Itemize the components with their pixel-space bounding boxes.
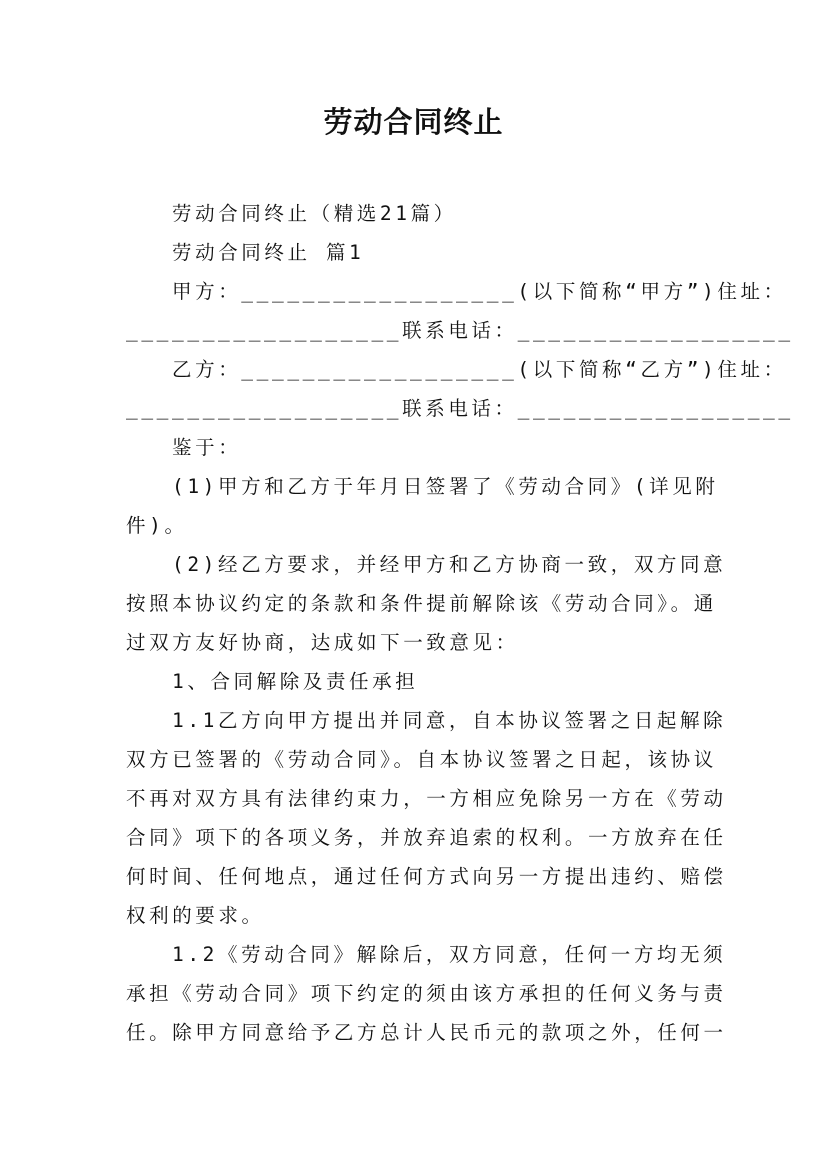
paragraph-line: 按照本协议约定的条款和条件提前解除该《劳动合同》。通 (126, 592, 717, 615)
clause-heading: 1、合同解除及责任承担 (172, 670, 419, 693)
document-title: 劳动合同终止 (323, 105, 504, 139)
party-b-contact-line: __________________联系电话：__________________ (126, 397, 794, 420)
paragraph-line: 件)。 (126, 514, 188, 537)
paragraph-line: 合同》项下的各项义务，并放弃追索的权利。一方放弃在任 (126, 826, 727, 849)
whereas-heading: 鉴于： (172, 436, 242, 459)
paragraph-line: 何时间、任何地点，通过任何方式向另一方提出违约、赔偿 (126, 865, 727, 888)
party-a-line: 甲方：__________________(以下简称“甲方”)住址： (172, 280, 787, 303)
paragraph-line: 权利的要求。 (126, 904, 265, 927)
party-a-contact-line: __________________联系电话：__________________ (126, 319, 794, 342)
paragraph-line: 承担《劳动合同》项下约定的须由该方承担的任何义务与责 (126, 982, 727, 1005)
section-heading: 劳动合同终止 篇1 (172, 241, 365, 264)
paragraph-line: 双方已签署的《劳动合同》。自本协议签署之日起，该协议 (126, 748, 717, 771)
paragraph-line: (1)甲方和乙方于年月日签署了《劳动合同》(详见附 (172, 475, 719, 498)
paragraph-line: 任。除甲方同意给予乙方总计人民币元的款项之外，任何一 (126, 1021, 727, 1044)
paragraph-line: 1.1乙方向甲方提出并同意，自本协议签署之日起解除 (172, 709, 727, 732)
subtitle-line: 劳动合同终止（精选21篇） (172, 202, 457, 225)
party-b-line: 乙方：__________________(以下简称“乙方”)住址： (172, 358, 787, 381)
paragraph-line: (2)经乙方要求，并经甲方和乙方协商一致，双方同意 (172, 553, 727, 576)
paragraph-line: 过双方友好协商，达成如下一致意见： (126, 631, 519, 654)
paragraph-line: 不再对双方具有法律约束力，一方相应免除另一方在《劳动 (126, 787, 727, 810)
paragraph-line: 1.2《劳动合同》解除后，双方同意，任何一方均无须 (172, 943, 727, 966)
